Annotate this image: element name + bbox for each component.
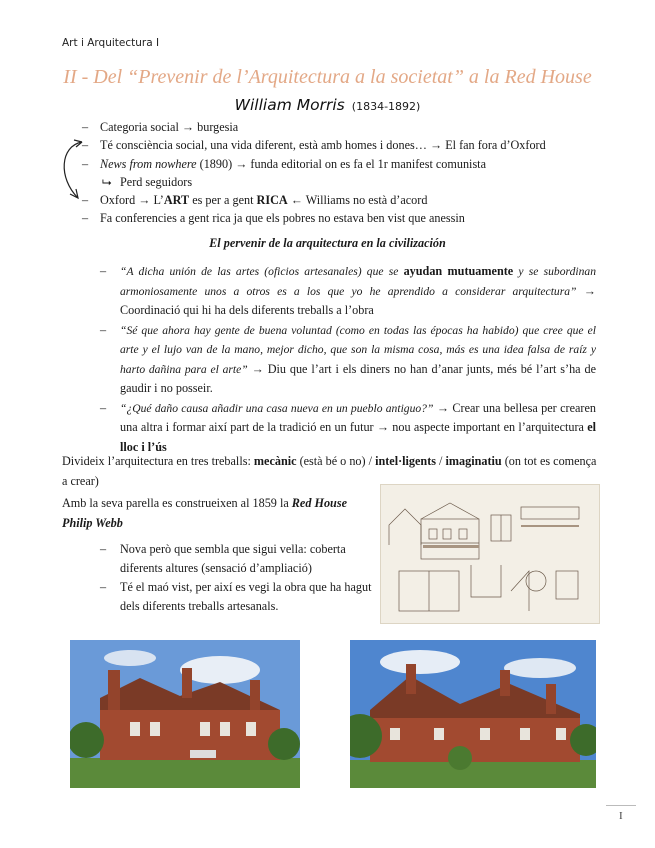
author-dates: (1834-1892) [351, 100, 421, 113]
footer-rule [606, 805, 636, 806]
paragraph-divisions: Divideix l’arquitectura en tres treballs: mecànic (està bé o no) / intel·ligents / imaginatiu (on tot es comença a crear) [62, 454, 597, 488]
paragraph-red-house: Amb la seva parella es construeixen al 1859 la Red House Philip Webb [62, 496, 347, 530]
quote-item: – “A dicha unión de las artes (oficios artesanales) que se ayudan mutuamente y se subordinan armoniosamente unos a otros es a los que yo he aprendido a considerar arquitectura” → Coordinació qui hi ha dels diferents treballs a l’obra [100, 264, 596, 318]
list-item: – News from nowhere (1890) → funda editorial on es fa el 1r manifest comunista [82, 156, 486, 171]
quote-list [100, 262, 596, 457]
author-name: William Morris [234, 96, 345, 114]
list-item: – Categoria social → burgesia [82, 120, 239, 134]
red-house-list [100, 540, 375, 616]
red-house-photo-2 [350, 640, 596, 788]
bullet-list [82, 118, 602, 228]
list-item: – Nova però que sembla que sigui vella: coberta diferents altures (sensació d’ampliació) [100, 542, 346, 575]
list-item: – Té consciència social, una vida diferent, està amb homes i dones… → El fan fora d’Oxford [82, 138, 546, 153]
page-number: I [619, 810, 623, 822]
running-header: Art i Arquitectura I [62, 37, 160, 49]
architectural-drawing-image [380, 484, 600, 624]
list-item: – Fa conferencies a gent rica ja que els pobres no estava ben vist que anessin [82, 211, 465, 226]
list-item: – Oxford → L’ART es per a gent RICA ← Williams no està d’acord [82, 193, 428, 208]
list-item: – Té el maó vist, per així es vegi la obra que ha hagut dels diferents treballs artesanals. [100, 579, 372, 613]
section-heading: El pervenir de la arquitectura en la civilización [209, 236, 446, 250]
subtitle [0, 94, 655, 117]
quote-item: – “¿Qué daño causa añadir una casa nueva en un pueblo antiguo?” → Crear una bellesa per crearen una altra i formar així part de la tradició en un futur → nou aspecte important en l’arquitectura el lloc i l’ús [100, 400, 596, 454]
red-house-photo-1 [70, 640, 300, 788]
page-title: II - Del “Prevenir de l’Arquitectura a la societat” a la Red House [63, 66, 592, 88]
quote-item: – “Sé que ahora hay gente de buena voluntad (como en todas las épocas ha habido) que cree que el arte y el lujo van de la mano, mejor dicho, que son la misma cosa, más es una idea falsa de raíz y harto dañina para el arte” → Diu que l’art i els diners no han d’anar junts, més bé l’art s’ha de gaudir i no posseir. [100, 322, 596, 396]
list-subitem: ⮡ Perd seguidors [102, 174, 193, 189]
